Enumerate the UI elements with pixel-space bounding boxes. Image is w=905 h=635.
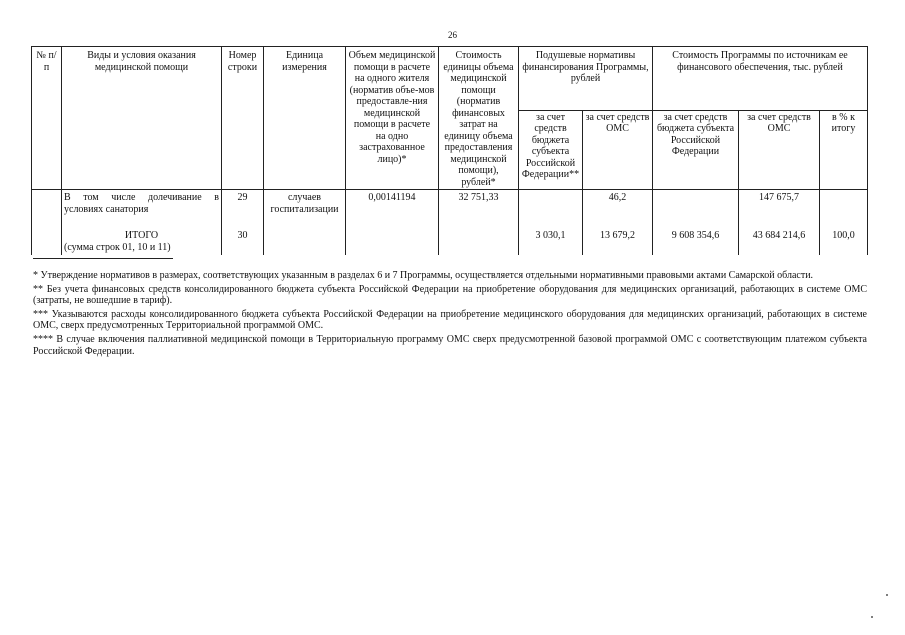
cell-oms-per-capita: 46,2 [583,190,653,217]
cell-cost: 32 751,33 [439,190,519,217]
header-sub-percent: в % к итогу [820,110,868,189]
footnotes [33,270,867,359]
cell-budget-sources [653,190,739,217]
scan-speck [871,616,873,618]
footnote-3: *** Указываются расходы консолидированного бюджета субъекта Российской Федерации на приобретение медицинского оборудования для медицинских организаций, работающих в системе ОМС, сверх предусмотренных Территориальной программой ОМС. [33,308,867,332]
cell-cost [439,216,519,255]
cell-name-line2: условиях санатория [64,203,149,215]
header-sub-budget-per-capita: за счет средств бюджета субъекта Российской Федерации** [519,110,583,189]
cell-row-number: 30 [222,216,264,255]
cell-num [32,190,62,217]
header-num: № п/п [32,47,62,190]
cell-oms-sources: 147 675,7 [739,190,820,217]
cell-row-number: 29 [222,190,264,217]
cell-unit: случаев госпитализации [264,190,346,217]
footnote-separator [33,258,173,259]
cell-budget-sources: 9 608 354,6 [653,216,739,255]
header-group-per-capita: Подушевые нормативы финансирования Программы, рублей [519,47,653,111]
header-unit: Единица измерения [264,47,346,190]
cell-oms-per-capita: 13 679,2 [583,216,653,255]
cell-percent: 100,0 [820,216,868,255]
cell-percent [820,190,868,217]
header-row-number: Номер строки [222,47,264,190]
financing-table [31,46,868,255]
header-cost: Стоимость единицы объема медицинской помощи (норматив финансовых затрат на единицу объема предоставления медицинской помощи), рублей* [439,47,519,190]
footnote-1: * Утверждение нормативов в размерах, соответствующих указанным в разделах 6 и 7 Программы, осуществляется отдельными нормативными правовыми актами Самарской области. [33,270,814,281]
cell-name [62,216,222,255]
header-volume: Объем медицинской помощи в расчете на одного жителя (норматив объе-мов предоставле-ния медицинской помощи в расчете на одно застрахованное лицо)* [346,47,439,190]
header-sub-oms-sources: за счет средств ОМС [739,110,820,189]
cell-oms-sources: 43 684 214,6 [739,216,820,255]
cell-num [32,216,62,255]
table-row [32,216,868,255]
cell-name-line1: ИТОГО [124,230,159,241]
cell-budget-per-capita [519,190,583,217]
header-types: Виды и условия оказания медицинской помощи [62,47,222,190]
cell-name-line1: В том числе долечивание в [64,192,219,203]
page-number: 26 [448,30,457,40]
scan-speck [886,594,888,596]
cell-name [62,190,222,217]
cell-budget-per-capita: 3 030,1 [519,216,583,255]
cell-volume [346,216,439,255]
header-sub-budget-sources: за счет средств бюджета субъекта Российской Федерации [653,110,739,189]
header-sub-oms-per-capita: за счет средств ОМС [583,110,653,189]
header-group-sources: Стоимость Программы по источникам ее финансового обеспечения, тыс. рублей [653,47,868,111]
footnote-2: ** Без учета финансовых средств консолидированного бюджета субъекта Российской Федерации на приобретение оборудования для медицинских организаций, работающих в системе ОМС (затраты, не вошедшие в тариф). [33,283,867,307]
cell-unit [264,216,346,255]
footnote-4: **** В случае включения паллиативной медицинской помощи в Территориальную программу ОМС сверх предусмотренной базовой программой ОМС с соответствующим платежом субъекта Российской Федерации. [33,333,867,357]
cell-volume: 0,00141194 [346,190,439,217]
table-row [32,190,868,217]
cell-name-line2: (сумма строк 01, 10 и 11) [64,241,171,253]
